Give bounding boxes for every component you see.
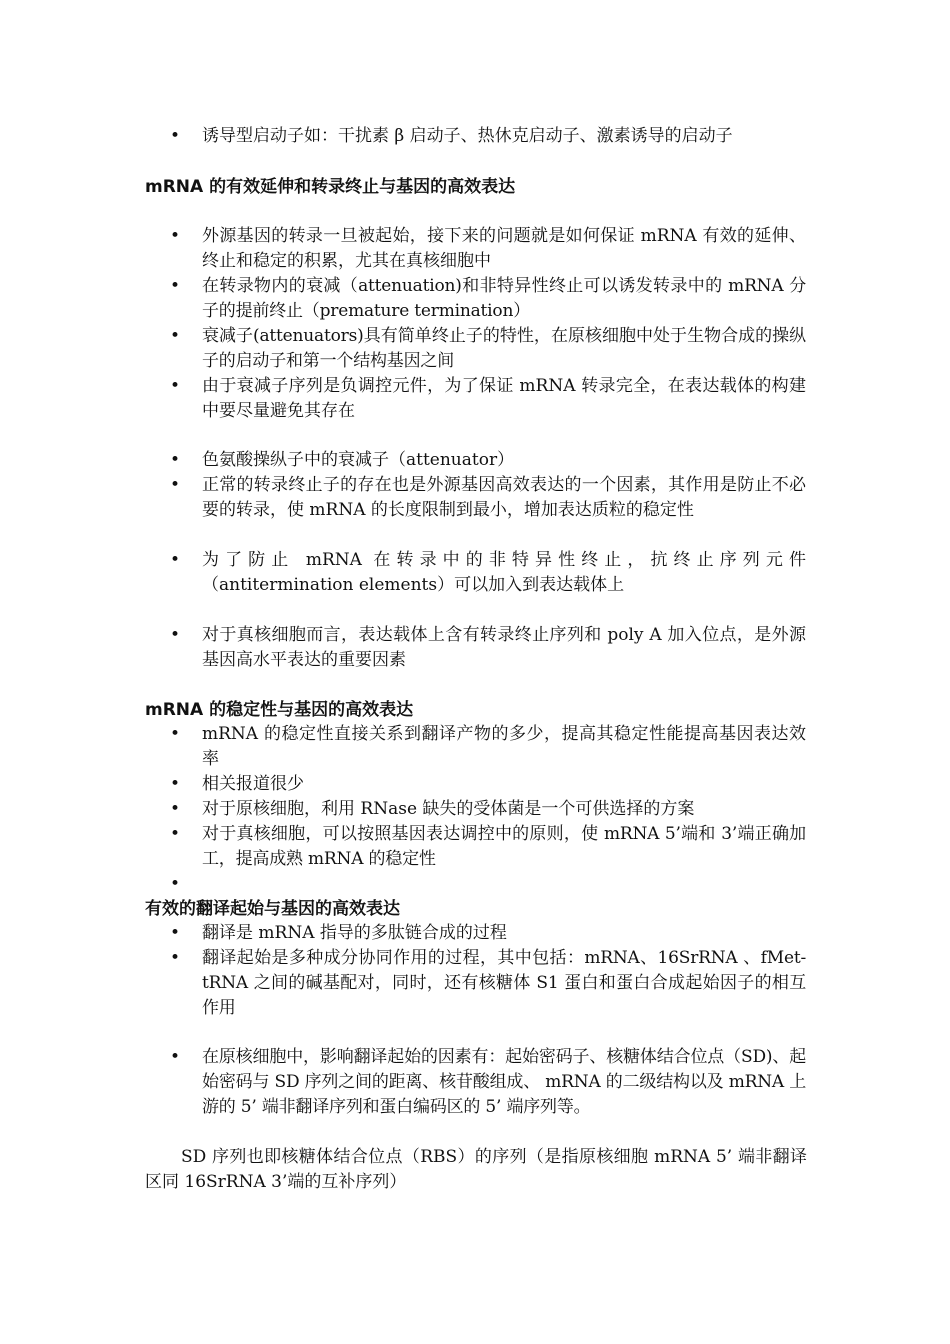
list-item-text: 衰减子(attenuators)具有简单终止子的特性，在原核细胞中处于生物合成的操纵子的启动子和第一个结构基因之间 [202, 326, 806, 371]
list-item [0, 623, 950, 673]
list-item-text: 对于原核细胞，利用 RNase 缺失的受体菌是一个可供选择的方案 [202, 799, 695, 819]
bullet: • [170, 824, 181, 844]
list-item [0, 324, 950, 374]
list-item [0, 822, 950, 872]
section1-list-b [0, 448, 950, 523]
section3-list-b [0, 1045, 950, 1120]
list-item-text: 对于真核细胞而言，表达载体上含有转录终止序列和 poly A 加入位点，是外源基因高水平表达的重要因素 [202, 625, 806, 670]
section-heading: mRNA 的有效延伸和转录终止与基因的高效表达 [145, 177, 516, 197]
list-item-text: mRNA 的稳定性直接关系到翻译产物的多少，提高其稳定性能提高基因表达效率 [202, 724, 806, 769]
section1-list [0, 224, 950, 424]
list-item [0, 124, 950, 149]
list-item [0, 772, 950, 797]
list-item-text: 相关报道很少 [202, 774, 304, 794]
bullet: • [170, 724, 181, 744]
bullet: • [170, 923, 181, 943]
bullet: • [170, 625, 181, 645]
bullet: • [170, 276, 181, 296]
list-item [0, 722, 950, 772]
list-item-text: 诱导型启动子如：干扰素 β 启动子、热休克启动子、激素诱导的启动子 [202, 126, 733, 146]
bullet: • [170, 126, 181, 146]
bullet: • [170, 1047, 181, 1067]
list-item-text: 对于真核细胞，可以按照基因表达调控中的原则，使 mRNA 5’端和 3’端正确加工，提高成熟 mRNA 的稳定性 [202, 824, 806, 869]
list-item [0, 374, 950, 424]
bullet: • [170, 450, 181, 470]
list-item-text: 翻译是 mRNA 指导的多肽链合成的过程 [202, 923, 507, 943]
bullet: • [170, 948, 181, 968]
bullet: • [170, 326, 181, 346]
list-item [0, 448, 950, 473]
list-item-text: 色氨酸操纵子中的衰减子（attenuator） [202, 450, 515, 470]
list-item-text: 正常的转录终止子的存在也是外源基因高效表达的一个因素，其作用是防止不必要的转录，使 mRNA 的长度限制到最小，增加表达质粒的稳定性 [202, 475, 806, 520]
list-item [0, 1045, 950, 1120]
bullet: • [170, 774, 181, 794]
bullet: • [170, 550, 181, 570]
bullet: • [170, 376, 181, 396]
list-item [0, 872, 950, 897]
section1-list-c [0, 548, 950, 598]
list-item [0, 473, 950, 523]
list-item [0, 921, 950, 946]
section-heading: mRNA 的稳定性与基因的高效表达 [145, 700, 414, 720]
bullet: • [170, 226, 181, 246]
section2-list [0, 722, 950, 897]
list-item-text: 翻译起始是多种成分协同作用的过程，其中包括：mRNA、16SrRNA 、fMet-tRNA 之间的碱基配对，同时，还有核糖体 S1 蛋白和蛋白合成起始因子的相互作用 [202, 948, 806, 1018]
list-item [0, 548, 950, 598]
section1-list-d [0, 623, 950, 673]
section-heading: 有效的翻译起始与基因的高效表达 [145, 899, 400, 919]
bullet: • [170, 475, 181, 495]
list-item-text: 为了防止 mRNA 在转录中的非特异性终止，抗终止序列元件（antitermination elements）可以加入到表达载体上 [202, 550, 806, 595]
list-item [0, 224, 950, 274]
list-item [0, 274, 950, 324]
list-item-text: 在转录物内的衰减（attenuation)和非特异性终止可以诱发转录中的 mRNA 分子的提前终止（premature termination） [202, 276, 806, 321]
list-item-text: 外源基因的转录一旦被起始，接下来的问题就是如何保证 mRNA 有效的延伸、终止和稳定的积累，尤其在真核细胞中 [202, 226, 806, 271]
list-item-text: 在原核细胞中，影响翻译起始的因素有：起始密码子、核糖体结合位点（SD)、起始密码与 SD 序列之间的距离、核苷酸组成、 mRNA 的二级结构以及 mRNA 上游的 5’ 端非翻译序列和蛋白编码区的 5’ 端序列等。 [202, 1047, 806, 1117]
top-list [0, 124, 950, 149]
bullet: • [170, 799, 181, 819]
list-item [0, 946, 950, 1021]
list-item [0, 797, 950, 822]
bullet: • [170, 874, 181, 894]
closing-paragraph: SD 序列也即核糖体结合位点（RBS）的序列（是指原核细胞 mRNA 5’ 端非翻译区同 16SrRNA 3’端的互补序列） [145, 1147, 807, 1192]
list-item-text: 由于衰减子序列是负调控元件，为了保证 mRNA 转录完全，在表达载体的构建中要尽量避免其存在 [202, 376, 806, 421]
section3-list [0, 921, 950, 1021]
